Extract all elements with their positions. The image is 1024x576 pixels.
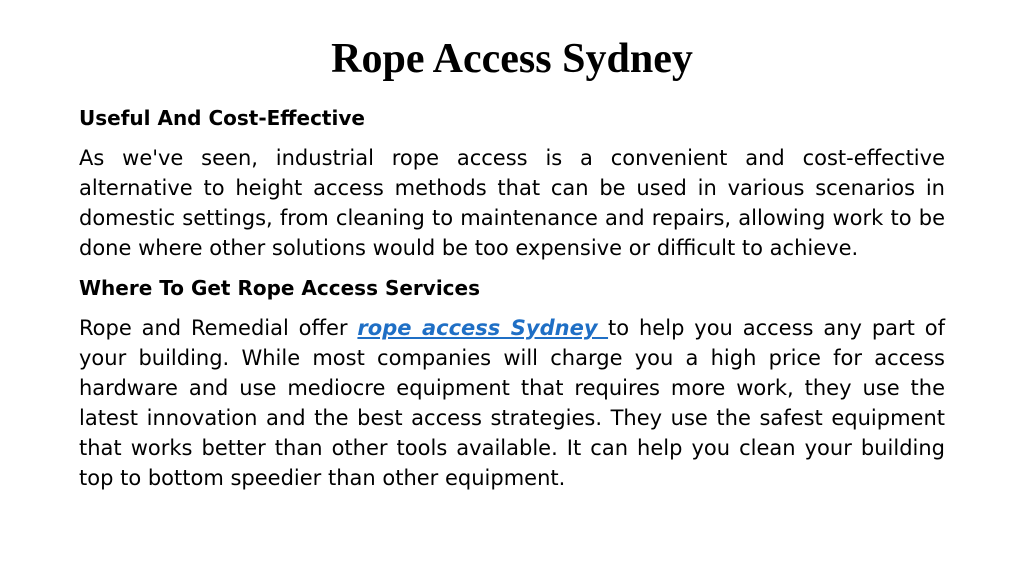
page-title: Rope Access Sydney xyxy=(331,36,693,82)
section-heading-useful: Useful And Cost-Effective xyxy=(79,106,365,130)
section-paragraph-useful: As we've seen, industrial rope access is a convenient and cost-effective alternative to height access methods that can be used in various scenarios in domestic settings, from cleaning to maintenance and repairs, allowing work to be done where other solutions would be too expensive or difficult to achieve. xyxy=(79,146,945,260)
slide-content xyxy=(79,103,945,503)
paragraph-text-after-link: to help you access any part of your building. While most companies will charge you a high price for access hardware and use mediocre equipment that requires more work, they use the latest innovation and the best access strategies. They use the safest equipment that works better than other tools available. It can help you clean your building top to bottom speedier than other equipment. xyxy=(79,316,946,490)
rope-access-sydney-link[interactable]: rope access Sydney xyxy=(357,316,609,340)
paragraph-text-before-link: Rope and Remedial offer xyxy=(79,316,358,340)
section-heading-where-to-get: Where To Get Rope Access Services xyxy=(79,276,481,300)
section-paragraph-where-to-get xyxy=(79,313,945,493)
